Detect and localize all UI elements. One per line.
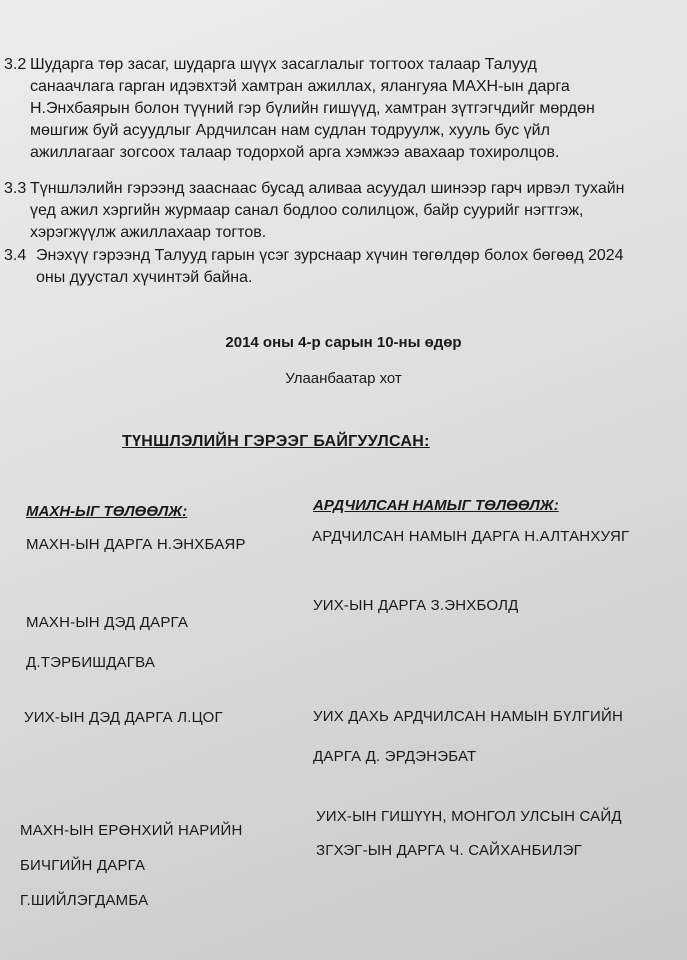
clause-3-3	[0, 178, 677, 244]
clause-line: санаачлага гарган идэвхтэй хамтран ажиллах, ялангуяа МАХН-ын дарга	[30, 78, 570, 95]
signatory-left-3	[24, 709, 223, 727]
clause-3-2	[0, 54, 677, 164]
signatory-right-3	[313, 697, 623, 777]
agreement-city: Улаанбаатар хот	[285, 370, 402, 387]
signatory-line: УИХ-ЫН ДЭД ДАРГА Л.ЦОГ	[24, 709, 223, 726]
clause-number: 3.3	[4, 180, 27, 197]
signatory-line: Г.ШИЙЛЭГДАМБА	[20, 892, 149, 909]
clause-line: ажиллагааг зогсоох талаар тодорхой арга хэмжээ авахаар тохиролцов.	[30, 144, 560, 161]
signatory-line: ЗГХЭГ-ЫН ДАРГА Ч. САЙХАНБИЛЭГ	[316, 842, 582, 859]
signatory-left-1	[26, 536, 246, 554]
signatory-right-1	[312, 528, 629, 546]
clause-line: оны дуустал хүчинтэй байна.	[36, 269, 253, 286]
signatory-line: БИЧГИЙН ДАРГА	[20, 857, 146, 874]
clause-line: үед ажил хэргийн журмаар санал бодлоо солилцож, байр суурийг нэгтгэж,	[30, 202, 584, 219]
clause-3-4	[0, 245, 677, 289]
clause-line: хэрэгжүүлж ажиллахаар тогтов.	[30, 224, 267, 241]
signatory-line: МАХН-ЫН ДЭД ДАРГА	[26, 614, 189, 631]
clause-line: Шударга төр засаг, шударга шүүх засаглалыг тогтоох талаар Талууд	[30, 56, 537, 73]
clause-number: 3.4	[4, 247, 27, 264]
signatory-line: МАХН-ЫН ЕРӨНХИЙ НАРИЙН	[20, 822, 243, 839]
signatory-line: МАХН-ЫН ДАРГА Н.ЭНХБАЯР	[26, 536, 246, 553]
signatory-line: Д.ТЭРБИШДАГВА	[26, 654, 156, 671]
clause-line: мөшгиж буй асуудлыг Ардчилсан нам судлан тодруулж, хууль бус үйл	[30, 122, 550, 139]
signatory-left-2	[26, 603, 188, 683]
signatory-line: УИХ-ЫН ГИШҮҮН, МОНГОЛ УЛСЫН САЙД	[316, 808, 622, 825]
clause-number: 3.2	[4, 56, 27, 73]
signatory-right-2	[313, 597, 518, 615]
signatory-line: УИХ-ЫН ДАРГА З.ЭНХБОЛД	[313, 597, 519, 614]
signed-heading: ТҮНШЛЭЛИЙН ГЭРЭЭГ БАЙГУУЛСАН:	[122, 433, 430, 450]
signatory-line: УИХ ДАХЬ АРДЧИЛСАН НАМЫН БҮЛГИЙН	[313, 708, 624, 725]
agreement-date: 2014 оны 4-р сарын 10-ны өдөр	[225, 334, 462, 351]
left-party-heading: МАХН-ЫГ ТӨЛӨӨЛЖ:	[26, 503, 188, 520]
right-party-heading: АРДЧИЛСАН НАМЫГ ТӨЛӨӨЛЖ:	[313, 497, 559, 514]
signatory-right-4	[316, 800, 622, 868]
signatory-line: АРДЧИЛСАН НАМЫН ДАРГА Н.АЛТАНХУЯГ	[312, 528, 630, 545]
clause-line: Энэхүү гэрээнд Талууд гарын үсэг зурснаар хүчин төгөлдөр болох бөгөөд 2024	[36, 247, 624, 264]
clause-line: Түншлэлийн гэрээнд зааснаас бусад аливаа асуудал шинээр гарч ирвэл тухайн	[30, 180, 625, 197]
signatory-left-4	[20, 813, 243, 918]
clause-line: Н.Энхбаярын болон түүний гэр бүлийн гишүүд, хамтран зүтгэгчдийг мөрдөн	[30, 100, 595, 117]
signatory-line: ДАРГА Д. ЭРДЭНЭБАТ	[313, 748, 477, 765]
